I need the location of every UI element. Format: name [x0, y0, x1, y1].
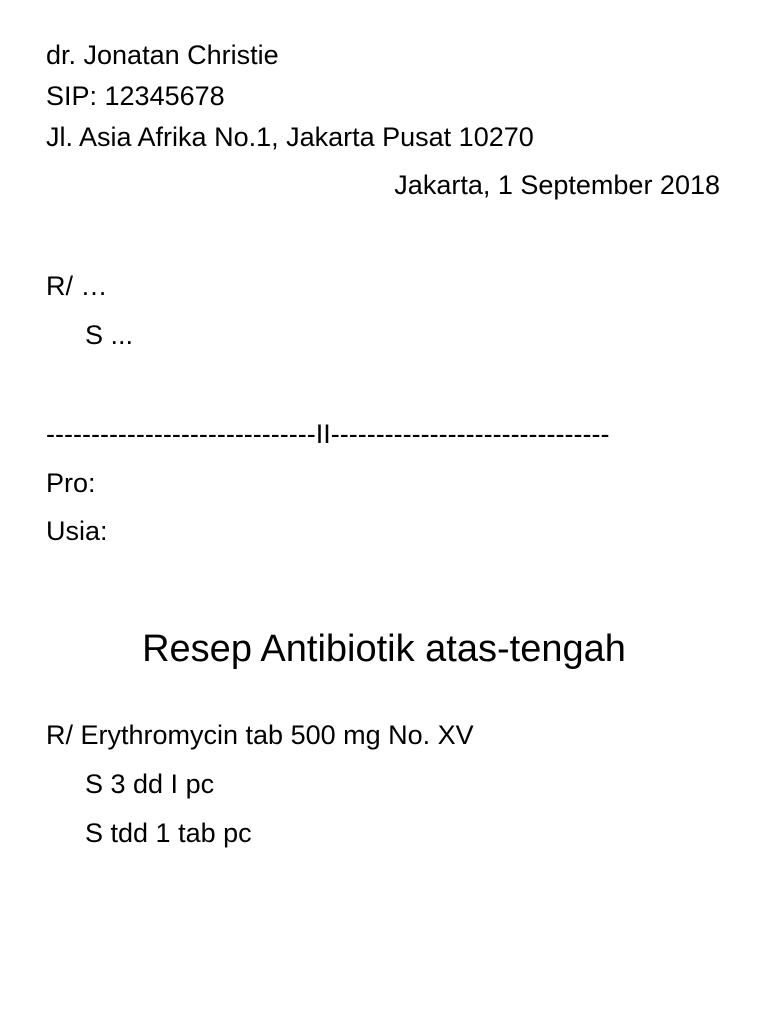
signa-placeholder: S ...: [85, 320, 134, 350]
place-and-date: Jakarta, 1 September 2018: [394, 170, 720, 200]
recipe-placeholder: R/ …: [46, 271, 108, 301]
section-divider: ------------------------------II-------------------------------: [46, 421, 610, 448]
doctor-license-number: SIP: 12345678: [46, 81, 225, 111]
patient-age-label: Usia:: [46, 516, 108, 546]
doctor-name: dr. Jonatan Christie: [46, 40, 279, 70]
doctor-address: Jl. Asia Afrika No.1, Jakarta Pusat 10270: [46, 122, 534, 152]
prescription-signa-2: S tdd 1 tab pc: [85, 818, 252, 848]
patient-pro-label: Pro:: [46, 468, 96, 498]
page-title: Resep Antibiotik atas-tengah: [142, 628, 626, 670]
prescription-signa-1: S 3 dd I pc: [85, 769, 215, 799]
prescription-recipe: R/ Erythromycin tab 500 mg No. XV: [46, 720, 474, 750]
